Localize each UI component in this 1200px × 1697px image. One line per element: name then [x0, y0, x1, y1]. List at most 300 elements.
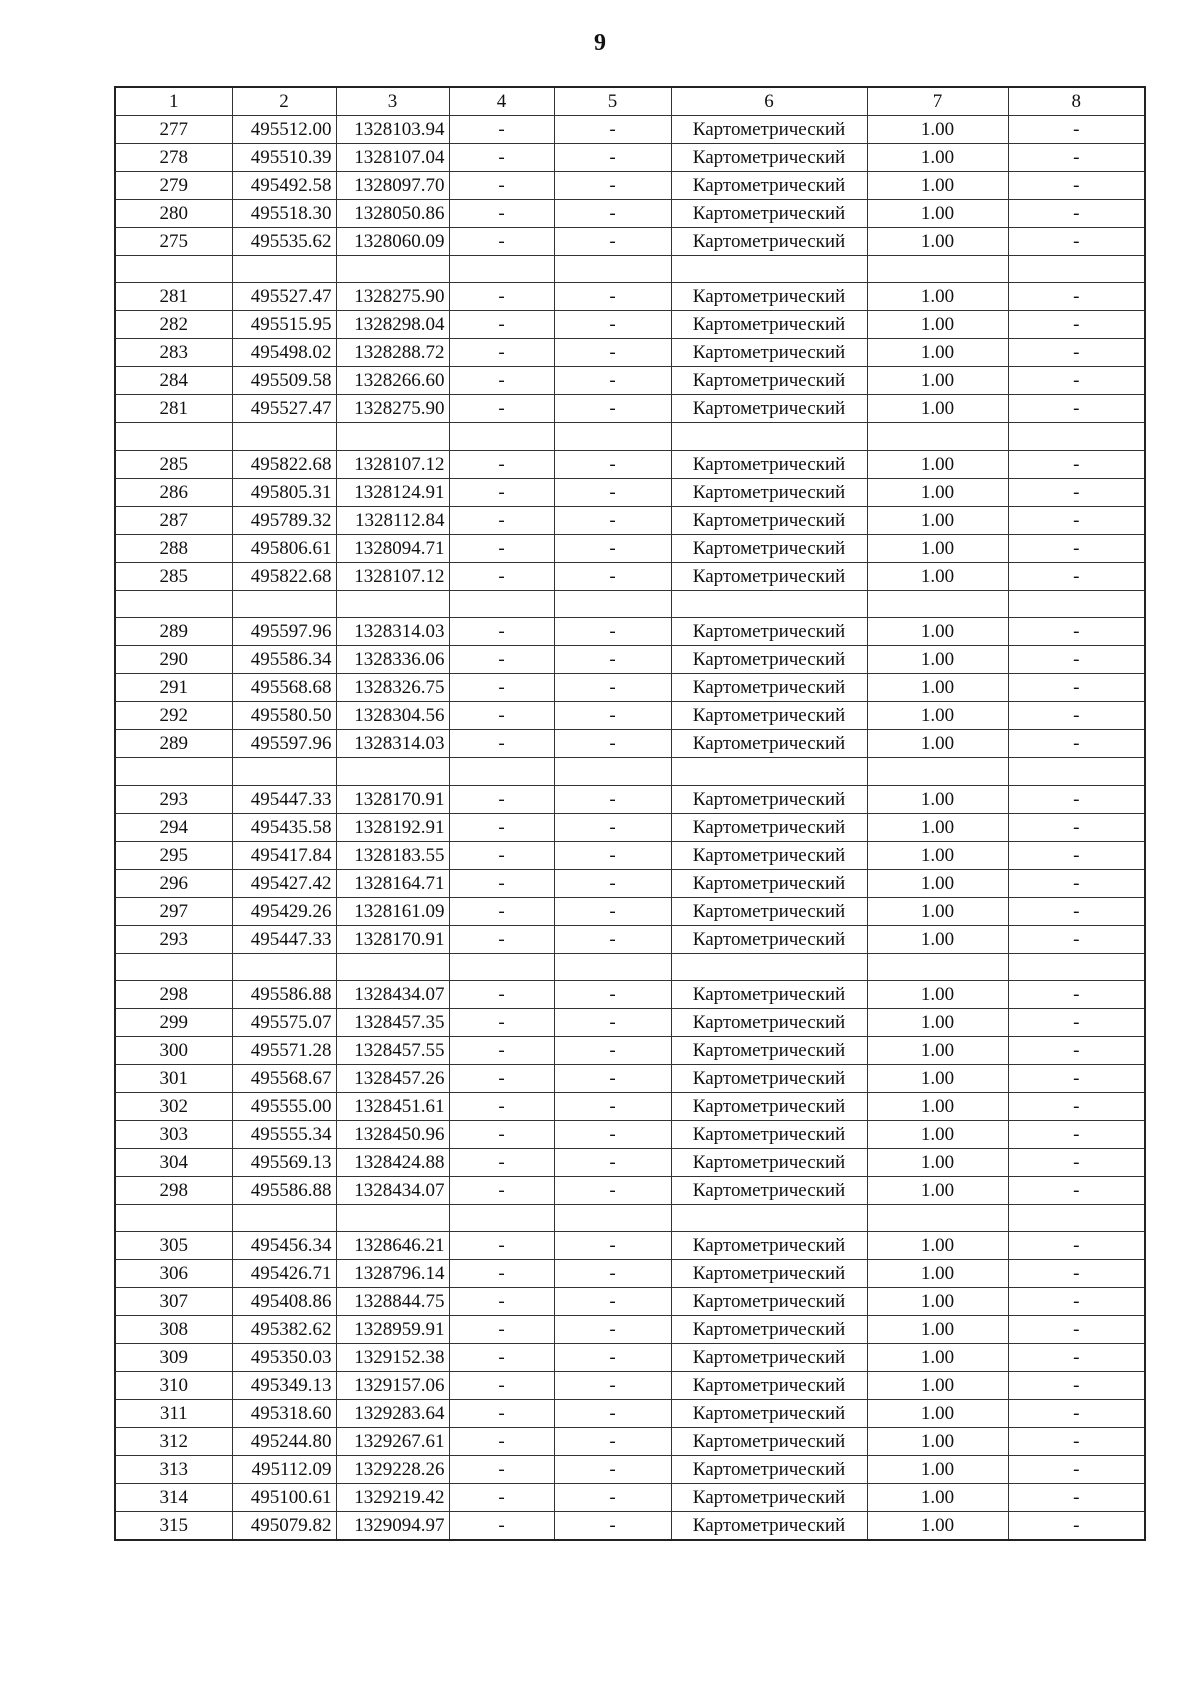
y-coordinate-cell: 1329283.64 — [336, 1400, 449, 1428]
empty-cell — [232, 590, 336, 617]
method-cell: Картометрический — [671, 478, 867, 506]
y-coordinate-cell: 1328170.91 — [336, 785, 449, 813]
col-8-value-cell: - — [1008, 1260, 1145, 1288]
accuracy-cell: 1.00 — [867, 562, 1008, 590]
empty-cell — [115, 1204, 232, 1231]
col-8-value-cell: - — [1008, 1428, 1145, 1456]
x-coordinate-cell: 495426.71 — [232, 1260, 336, 1288]
accuracy-cell: 1.00 — [867, 841, 1008, 869]
accuracy-cell: 1.00 — [867, 228, 1008, 256]
col-5-value-cell: - — [554, 1036, 671, 1064]
method-cell: Картометрический — [671, 618, 867, 646]
empty-cell — [336, 256, 449, 283]
accuracy-cell: 1.00 — [867, 450, 1008, 478]
x-coordinate-cell: 495597.96 — [232, 730, 336, 758]
col-4-value-cell: - — [449, 618, 554, 646]
empty-cell — [232, 423, 336, 450]
table-row — [115, 1288, 1145, 1316]
col-8-value-cell: - — [1008, 228, 1145, 256]
table-separator-row — [115, 590, 1145, 617]
col-5-value-cell: - — [554, 144, 671, 172]
col-8-value-cell: - — [1008, 1484, 1145, 1512]
y-coordinate-cell: 1328314.03 — [336, 618, 449, 646]
table-row — [115, 869, 1145, 897]
point-number-cell: 314 — [115, 1484, 232, 1512]
y-coordinate-cell: 1328112.84 — [336, 506, 449, 534]
y-coordinate-cell: 1328275.90 — [336, 395, 449, 423]
y-coordinate-cell: 1328107.12 — [336, 562, 449, 590]
col-4-value-cell: - — [449, 813, 554, 841]
x-coordinate-cell: 495318.60 — [232, 1400, 336, 1428]
col-4-value-cell: - — [449, 1148, 554, 1176]
accuracy-cell: 1.00 — [867, 478, 1008, 506]
col-4-value-cell: - — [449, 395, 554, 423]
col-4-value-cell: - — [449, 980, 554, 1008]
empty-cell — [554, 423, 671, 450]
point-number-cell: 279 — [115, 172, 232, 200]
y-coordinate-cell: 1328304.56 — [336, 702, 449, 730]
accuracy-cell: 1.00 — [867, 674, 1008, 702]
method-cell: Картометрический — [671, 1120, 867, 1148]
accuracy-cell: 1.00 — [867, 1064, 1008, 1092]
table-row — [115, 1456, 1145, 1484]
col-5-value-cell: - — [554, 1484, 671, 1512]
col-8-value-cell: - — [1008, 1148, 1145, 1176]
y-coordinate-cell: 1328164.71 — [336, 869, 449, 897]
table-row — [115, 1176, 1145, 1204]
col-5-value-cell: - — [554, 1064, 671, 1092]
table-row — [115, 1120, 1145, 1148]
col-8-value-cell: - — [1008, 534, 1145, 562]
point-number-cell: 284 — [115, 367, 232, 395]
table-row — [115, 534, 1145, 562]
col-5-value-cell: - — [554, 1260, 671, 1288]
table-row — [115, 1316, 1145, 1344]
table-row — [115, 311, 1145, 339]
col-8-value-cell: - — [1008, 841, 1145, 869]
method-cell: Картометрический — [671, 1064, 867, 1092]
col-5-value-cell: - — [554, 116, 671, 144]
table-row — [115, 450, 1145, 478]
method-cell: Картометрический — [671, 339, 867, 367]
table-row — [115, 562, 1145, 590]
y-coordinate-cell: 1328326.75 — [336, 674, 449, 702]
table-row — [115, 228, 1145, 256]
point-number-cell: 301 — [115, 1064, 232, 1092]
empty-cell — [232, 1204, 336, 1231]
col-8-value-cell: - — [1008, 200, 1145, 228]
table-row — [115, 785, 1145, 813]
accuracy-cell: 1.00 — [867, 116, 1008, 144]
table-row — [115, 702, 1145, 730]
x-coordinate-cell: 495527.47 — [232, 395, 336, 423]
col-5-value-cell: - — [554, 228, 671, 256]
x-coordinate-cell: 495112.09 — [232, 1456, 336, 1484]
col-8-value-cell: - — [1008, 506, 1145, 534]
point-number-cell: 292 — [115, 702, 232, 730]
accuracy-cell: 1.00 — [867, 897, 1008, 925]
point-number-cell: 306 — [115, 1260, 232, 1288]
col-5-value-cell: - — [554, 869, 671, 897]
y-coordinate-cell: 1328170.91 — [336, 925, 449, 953]
table-row — [115, 980, 1145, 1008]
accuracy-cell: 1.00 — [867, 1148, 1008, 1176]
col-4-value-cell: - — [449, 534, 554, 562]
accuracy-cell: 1.00 — [867, 395, 1008, 423]
point-number-cell: 286 — [115, 478, 232, 506]
y-coordinate-cell: 1329157.06 — [336, 1372, 449, 1400]
col-8-value-cell: - — [1008, 1120, 1145, 1148]
method-cell: Картометрический — [671, 1456, 867, 1484]
method-cell: Картометрический — [671, 702, 867, 730]
point-number-cell: 298 — [115, 1176, 232, 1204]
x-coordinate-cell: 495244.80 — [232, 1428, 336, 1456]
point-number-cell: 289 — [115, 730, 232, 758]
col-5-value-cell: - — [554, 1176, 671, 1204]
x-coordinate-cell: 495079.82 — [232, 1512, 336, 1541]
x-coordinate-cell: 495447.33 — [232, 925, 336, 953]
col-8-value-cell: - — [1008, 897, 1145, 925]
y-coordinate-cell: 1328434.07 — [336, 1176, 449, 1204]
col-8-value-cell: - — [1008, 478, 1145, 506]
table-row — [115, 506, 1145, 534]
x-coordinate-cell: 495515.95 — [232, 311, 336, 339]
table-row — [115, 283, 1145, 311]
accuracy-cell: 1.00 — [867, 702, 1008, 730]
col-5-value-cell: - — [554, 1400, 671, 1428]
point-number-cell: 281 — [115, 395, 232, 423]
col-4-value-cell: - — [449, 1120, 554, 1148]
table-row — [115, 1148, 1145, 1176]
y-coordinate-cell: 1328457.55 — [336, 1036, 449, 1064]
y-coordinate-cell: 1328844.75 — [336, 1288, 449, 1316]
method-cell: Картометрический — [671, 1344, 867, 1372]
x-coordinate-cell: 495456.34 — [232, 1232, 336, 1260]
col-4-value-cell: - — [449, 646, 554, 674]
table-row — [115, 1512, 1145, 1541]
col-4-value-cell: - — [449, 450, 554, 478]
column-header: 8 — [1008, 87, 1145, 116]
accuracy-cell: 1.00 — [867, 506, 1008, 534]
col-4-value-cell: - — [449, 200, 554, 228]
col-5-value-cell: - — [554, 450, 671, 478]
col-8-value-cell: - — [1008, 1400, 1145, 1428]
method-cell: Картометрический — [671, 283, 867, 311]
col-4-value-cell: - — [449, 1064, 554, 1092]
col-4-value-cell: - — [449, 1176, 554, 1204]
x-coordinate-cell: 495789.32 — [232, 506, 336, 534]
y-coordinate-cell: 1328183.55 — [336, 841, 449, 869]
accuracy-cell: 1.00 — [867, 869, 1008, 897]
method-cell: Картометрический — [671, 1372, 867, 1400]
point-number-cell: 294 — [115, 813, 232, 841]
x-coordinate-cell: 495575.07 — [232, 1008, 336, 1036]
empty-cell — [232, 256, 336, 283]
col-4-value-cell: - — [449, 172, 554, 200]
empty-cell — [336, 423, 449, 450]
accuracy-cell: 1.00 — [867, 1512, 1008, 1541]
column-header: 2 — [232, 87, 336, 116]
col-5-value-cell: - — [554, 1344, 671, 1372]
col-4-value-cell: - — [449, 1372, 554, 1400]
col-5-value-cell: - — [554, 897, 671, 925]
empty-cell — [671, 256, 867, 283]
x-coordinate-cell: 495518.30 — [232, 200, 336, 228]
method-cell: Картометрический — [671, 450, 867, 478]
method-cell: Картометрический — [671, 730, 867, 758]
col-8-value-cell: - — [1008, 1316, 1145, 1344]
x-coordinate-cell: 495555.34 — [232, 1120, 336, 1148]
point-number-cell: 282 — [115, 311, 232, 339]
method-cell: Картометрический — [671, 200, 867, 228]
col-5-value-cell: - — [554, 730, 671, 758]
x-coordinate-cell: 495580.50 — [232, 702, 336, 730]
col-8-value-cell: - — [1008, 1008, 1145, 1036]
point-number-cell: 300 — [115, 1036, 232, 1064]
method-cell: Картометрический — [671, 116, 867, 144]
method-cell: Картометрический — [671, 925, 867, 953]
col-8-value-cell: - — [1008, 1036, 1145, 1064]
y-coordinate-cell: 1328050.86 — [336, 200, 449, 228]
empty-cell — [671, 758, 867, 785]
table-row — [115, 1260, 1145, 1288]
empty-cell — [554, 953, 671, 980]
accuracy-cell: 1.00 — [867, 367, 1008, 395]
x-coordinate-cell: 495569.13 — [232, 1148, 336, 1176]
table-row — [115, 144, 1145, 172]
col-8-value-cell: - — [1008, 618, 1145, 646]
table-row — [115, 339, 1145, 367]
accuracy-cell: 1.00 — [867, 1316, 1008, 1344]
y-coordinate-cell: 1329152.38 — [336, 1344, 449, 1372]
table-row — [115, 1232, 1145, 1260]
col-4-value-cell: - — [449, 1428, 554, 1456]
accuracy-cell: 1.00 — [867, 1120, 1008, 1148]
method-cell: Картометрический — [671, 1288, 867, 1316]
col-5-value-cell: - — [554, 813, 671, 841]
empty-cell — [449, 953, 554, 980]
col-8-value-cell: - — [1008, 1456, 1145, 1484]
empty-cell — [336, 590, 449, 617]
col-5-value-cell: - — [554, 1232, 671, 1260]
point-number-cell: 304 — [115, 1148, 232, 1176]
y-coordinate-cell: 1328288.72 — [336, 339, 449, 367]
col-4-value-cell: - — [449, 841, 554, 869]
col-4-value-cell: - — [449, 1036, 554, 1064]
table-row — [115, 1372, 1145, 1400]
point-number-cell: 285 — [115, 450, 232, 478]
col-8-value-cell: - — [1008, 367, 1145, 395]
x-coordinate-cell: 495349.13 — [232, 1372, 336, 1400]
method-cell: Картометрический — [671, 506, 867, 534]
accuracy-cell: 1.00 — [867, 618, 1008, 646]
accuracy-cell: 1.00 — [867, 1400, 1008, 1428]
method-cell: Картометрический — [671, 562, 867, 590]
col-4-value-cell: - — [449, 506, 554, 534]
accuracy-cell: 1.00 — [867, 1008, 1008, 1036]
page-number: 9 — [594, 30, 606, 56]
y-coordinate-cell: 1329267.61 — [336, 1428, 449, 1456]
method-cell: Картометрический — [671, 1512, 867, 1541]
col-4-value-cell: - — [449, 1260, 554, 1288]
empty-cell — [115, 758, 232, 785]
point-number-cell: 298 — [115, 980, 232, 1008]
method-cell: Картометрический — [671, 1400, 867, 1428]
empty-cell — [336, 1204, 449, 1231]
empty-cell — [449, 1204, 554, 1231]
empty-cell — [449, 423, 554, 450]
col-5-value-cell: - — [554, 1372, 671, 1400]
empty-cell — [449, 256, 554, 283]
x-coordinate-cell: 495586.34 — [232, 646, 336, 674]
col-5-value-cell: - — [554, 925, 671, 953]
x-coordinate-cell: 495805.31 — [232, 478, 336, 506]
accuracy-cell: 1.00 — [867, 1092, 1008, 1120]
empty-cell — [1008, 758, 1145, 785]
y-coordinate-cell: 1329219.42 — [336, 1484, 449, 1512]
point-number-cell: 293 — [115, 785, 232, 813]
table-row — [115, 1400, 1145, 1428]
point-number-cell: 288 — [115, 534, 232, 562]
col-5-value-cell: - — [554, 339, 671, 367]
y-coordinate-cell: 1328094.71 — [336, 534, 449, 562]
column-header: 7 — [867, 87, 1008, 116]
empty-cell — [1008, 423, 1145, 450]
point-number-cell: 305 — [115, 1232, 232, 1260]
empty-cell — [115, 953, 232, 980]
column-header: 6 — [671, 87, 867, 116]
x-coordinate-cell: 495510.39 — [232, 144, 336, 172]
y-coordinate-cell: 1328107.12 — [336, 450, 449, 478]
empty-cell — [232, 758, 336, 785]
empty-cell — [115, 256, 232, 283]
y-coordinate-cell: 1328457.35 — [336, 1008, 449, 1036]
col-5-value-cell: - — [554, 1428, 671, 1456]
y-coordinate-cell: 1328097.70 — [336, 172, 449, 200]
point-number-cell: 310 — [115, 1372, 232, 1400]
col-8-value-cell: - — [1008, 813, 1145, 841]
accuracy-cell: 1.00 — [867, 1372, 1008, 1400]
col-8-value-cell: - — [1008, 1232, 1145, 1260]
col-4-value-cell: - — [449, 283, 554, 311]
x-coordinate-cell: 495408.86 — [232, 1288, 336, 1316]
table-row — [115, 841, 1145, 869]
col-4-value-cell: - — [449, 674, 554, 702]
empty-cell — [449, 590, 554, 617]
method-cell: Картометрический — [671, 869, 867, 897]
accuracy-cell: 1.00 — [867, 730, 1008, 758]
empty-cell — [1008, 590, 1145, 617]
col-4-value-cell: - — [449, 897, 554, 925]
column-header: 4 — [449, 87, 554, 116]
method-cell: Картометрический — [671, 674, 867, 702]
method-cell: Картометрический — [671, 1484, 867, 1512]
method-cell: Картометрический — [671, 228, 867, 256]
col-5-value-cell: - — [554, 534, 671, 562]
y-coordinate-cell: 1328275.90 — [336, 283, 449, 311]
col-8-value-cell: - — [1008, 395, 1145, 423]
col-8-value-cell: - — [1008, 144, 1145, 172]
accuracy-cell: 1.00 — [867, 1232, 1008, 1260]
col-5-value-cell: - — [554, 562, 671, 590]
empty-cell — [115, 423, 232, 450]
method-cell: Картометрический — [671, 367, 867, 395]
table-row — [115, 925, 1145, 953]
col-4-value-cell: - — [449, 1316, 554, 1344]
point-number-cell: 295 — [115, 841, 232, 869]
x-coordinate-cell: 495435.58 — [232, 813, 336, 841]
col-5-value-cell: - — [554, 1512, 671, 1541]
accuracy-cell: 1.00 — [867, 1176, 1008, 1204]
method-cell: Картометрический — [671, 646, 867, 674]
table-row — [115, 674, 1145, 702]
col-5-value-cell: - — [554, 841, 671, 869]
table-body — [115, 116, 1145, 1541]
col-8-value-cell: - — [1008, 339, 1145, 367]
col-5-value-cell: - — [554, 395, 671, 423]
x-coordinate-cell: 495555.00 — [232, 1092, 336, 1120]
col-4-value-cell: - — [449, 730, 554, 758]
point-number-cell: 308 — [115, 1316, 232, 1344]
col-8-value-cell: - — [1008, 1092, 1145, 1120]
point-number-cell: 289 — [115, 618, 232, 646]
accuracy-cell: 1.00 — [867, 311, 1008, 339]
method-cell: Картометрический — [671, 897, 867, 925]
accuracy-cell: 1.00 — [867, 339, 1008, 367]
x-coordinate-cell: 495586.88 — [232, 980, 336, 1008]
y-coordinate-cell: 1328124.91 — [336, 478, 449, 506]
method-cell: Картометрический — [671, 144, 867, 172]
table-row — [115, 618, 1145, 646]
point-number-cell: 285 — [115, 562, 232, 590]
y-coordinate-cell: 1328457.26 — [336, 1064, 449, 1092]
col-5-value-cell: - — [554, 1148, 671, 1176]
empty-cell — [115, 590, 232, 617]
col-5-value-cell: - — [554, 1316, 671, 1344]
accuracy-cell: 1.00 — [867, 534, 1008, 562]
empty-cell — [867, 1204, 1008, 1231]
method-cell: Картометрический — [671, 1428, 867, 1456]
col-8-value-cell: - — [1008, 980, 1145, 1008]
col-4-value-cell: - — [449, 311, 554, 339]
table-separator-row — [115, 953, 1145, 980]
method-cell: Картометрический — [671, 1148, 867, 1176]
empty-cell — [867, 758, 1008, 785]
empty-cell — [554, 256, 671, 283]
col-5-value-cell: - — [554, 200, 671, 228]
method-cell: Картометрический — [671, 1036, 867, 1064]
point-number-cell: 275 — [115, 228, 232, 256]
x-coordinate-cell: 495822.68 — [232, 450, 336, 478]
table-row — [115, 1428, 1145, 1456]
col-8-value-cell: - — [1008, 646, 1145, 674]
col-4-value-cell: - — [449, 1232, 554, 1260]
point-number-cell: 278 — [115, 144, 232, 172]
method-cell: Картометрический — [671, 1092, 867, 1120]
col-4-value-cell: - — [449, 144, 554, 172]
empty-cell — [671, 1204, 867, 1231]
y-coordinate-cell: 1328646.21 — [336, 1232, 449, 1260]
point-number-cell: 293 — [115, 925, 232, 953]
y-coordinate-cell: 1328103.94 — [336, 116, 449, 144]
x-coordinate-cell: 495447.33 — [232, 785, 336, 813]
col-8-value-cell: - — [1008, 730, 1145, 758]
col-5-value-cell: - — [554, 702, 671, 730]
col-5-value-cell: - — [554, 646, 671, 674]
accuracy-cell: 1.00 — [867, 1288, 1008, 1316]
col-8-value-cell: - — [1008, 1344, 1145, 1372]
col-5-value-cell: - — [554, 311, 671, 339]
